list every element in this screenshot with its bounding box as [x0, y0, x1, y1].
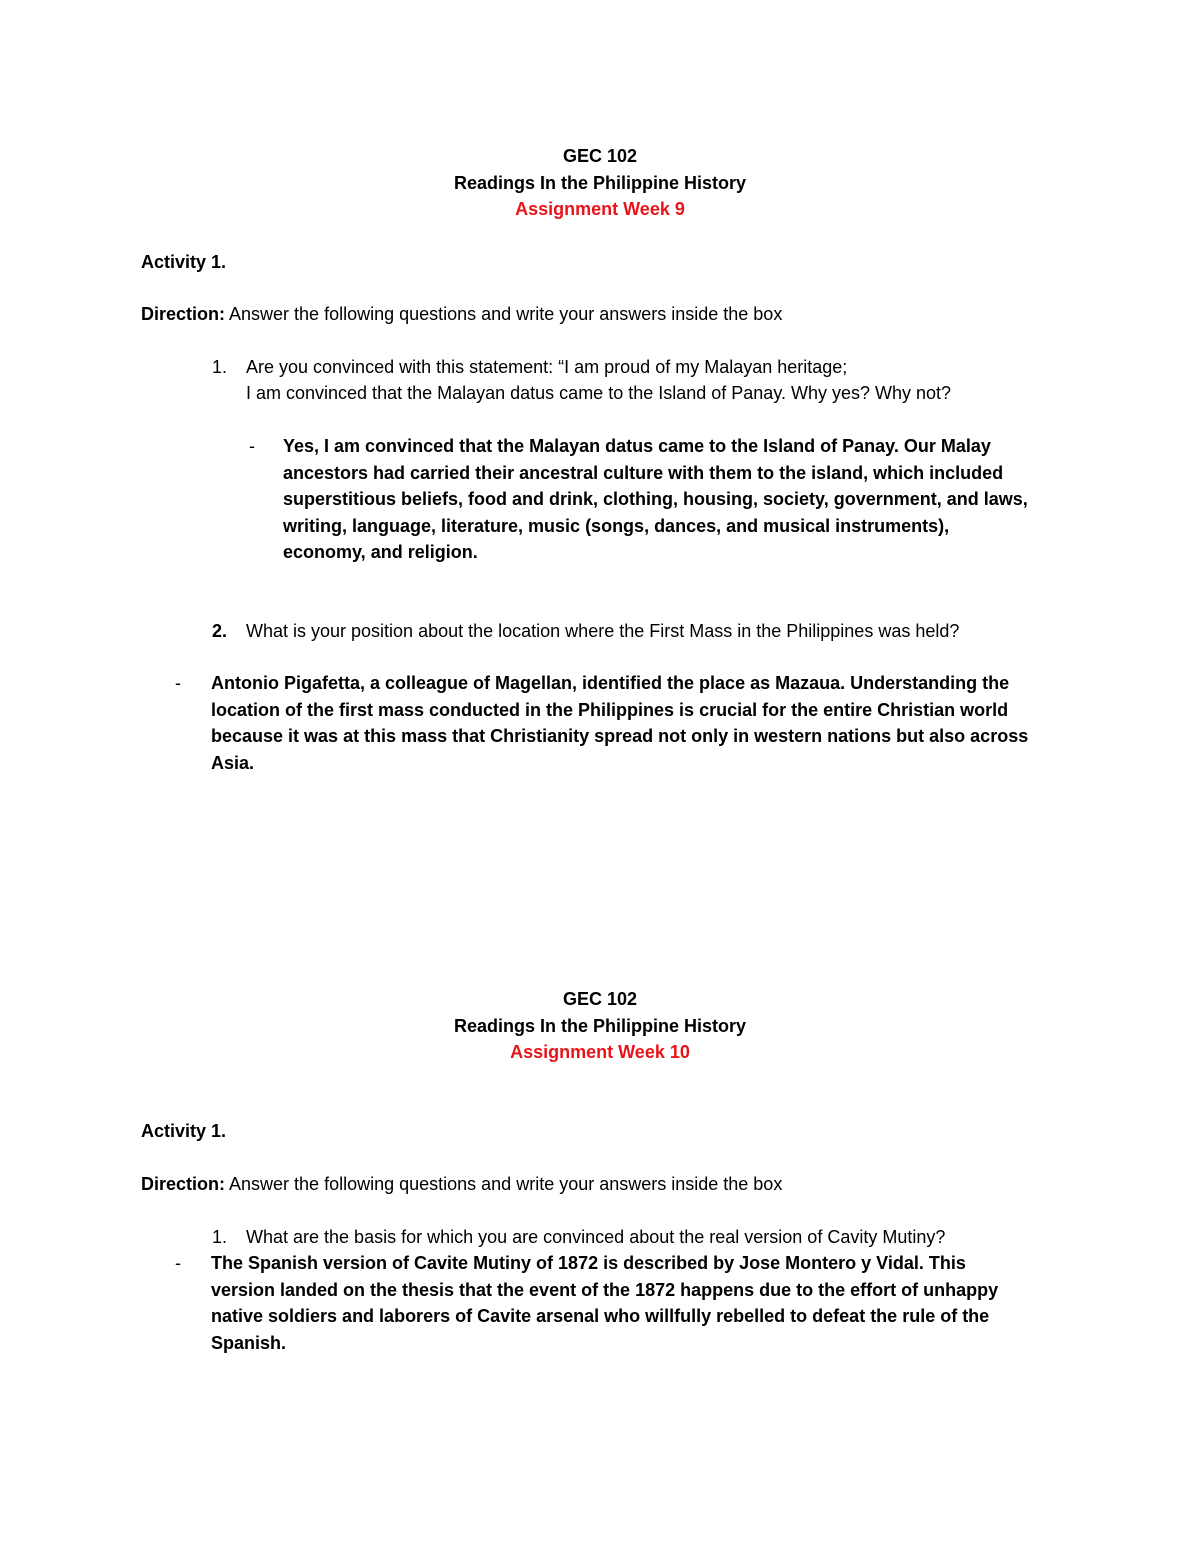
answer-line: native soldiers and laborers of Cavite arsenal who willfully rebelled to defeat the rule of the — [211, 1306, 990, 1326]
question-number: 2. — [212, 621, 228, 641]
course-title-week9: Readings In the Philippine History — [453, 173, 747, 193]
answer-line: writing, language, literature, music (songs, dances, and musical instruments), — [283, 515, 950, 536]
assignment-title-week9: Assignment Week 9 — [515, 199, 685, 219]
activity-heading-week10: Activity 1. — [141, 1121, 227, 1141]
activity-heading-week9: Activity 1. — [141, 252, 227, 272]
answer-bullet: - — [175, 673, 181, 693]
question-number: 1. — [212, 357, 228, 377]
answer-1-week10 — [211, 1250, 1081, 1356]
direction-label: Direction: — [141, 1174, 226, 1194]
answer-line: Yes, I am convinced that the Malayan datus came to the Island of Panay. Our Malay — [283, 436, 991, 456]
answer-line: location of the first mass conducted in the Philippines is crucial for the entire Christian world — [211, 699, 1009, 720]
course-title-week10: Readings In the Philippine History — [453, 1016, 747, 1036]
question-number: 1. — [212, 1227, 228, 1247]
answer-2-week9 — [211, 670, 1081, 776]
question-1-text: What are the basis for which you are convinced about the real version of Cavity Mutiny? — [246, 1227, 946, 1247]
answer-bullet: - — [249, 436, 255, 456]
direction-text: Answer the following questions and write your answers inside the box — [225, 1174, 783, 1194]
direction-week10 — [141, 1171, 782, 1198]
answer-line: because it was at this mass that Christianity spread not only in western nations but also across — [211, 726, 1029, 746]
question-1-line-1: Are you convinced with this statement: “I am proud of my Malayan heritage; — [246, 357, 848, 377]
course-code-week10: GEC 102 — [562, 989, 638, 1009]
answer-line: ancestors had carried their ancestral culture with them to the island, which included — [283, 462, 1004, 483]
assignment-title-week10: Assignment Week 10 — [510, 1042, 690, 1062]
question-2-text: What is your position about the location where the First Mass in the Philippines was held? — [246, 621, 960, 641]
course-code-week9: GEC 102 — [562, 146, 638, 166]
direction-label: Direction: — [141, 304, 226, 324]
answer-line: economy, and religion. — [283, 542, 478, 562]
answer-line: Asia. — [211, 752, 255, 773]
answer-1-week9 — [283, 433, 1083, 566]
answer-bullet: - — [175, 1253, 181, 1273]
question-1-line-2: I am convinced that the Malayan datus came to the Island of Panay. Why yes? Why not? — [246, 383, 952, 403]
answer-line: The Spanish version of Cavite Mutiny of 1872 is described by Jose Montero y Vidal. This — [211, 1253, 966, 1273]
direction-week9 — [141, 301, 782, 328]
answer-line: version landed on the thesis that the event of the 1872 happens due to the effort of unhappy — [211, 1279, 999, 1300]
answer-line: Spanish. — [211, 1332, 287, 1353]
answer-line: Antonio Pigafetta, a colleague of Magellan, identified the place as Mazaua. Understanding the — [211, 673, 1010, 693]
answer-line: superstitious beliefs, food and drink, clothing, housing, society, government, and laws, — [283, 489, 1028, 509]
direction-text: Answer the following questions and write your answers inside the box — [225, 304, 783, 324]
